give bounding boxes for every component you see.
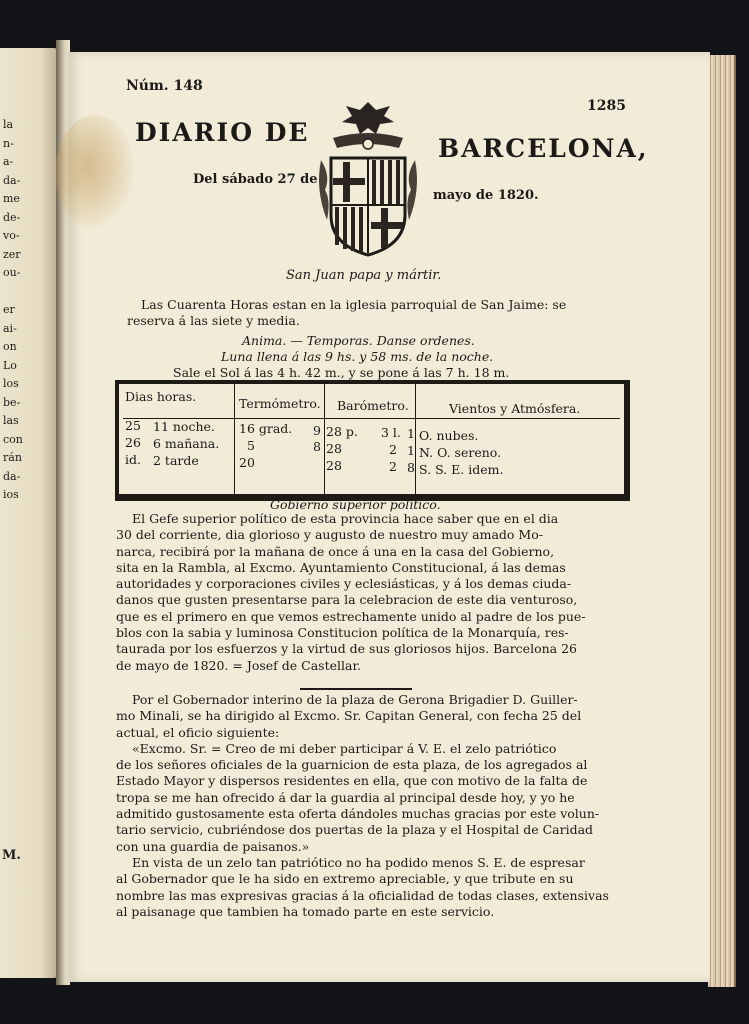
left-page-fragment: be- [3,395,21,409]
weather-row-barometer: 28 p. [326,424,358,439]
moon-line: Luna llena á las 9 hs. y 58 ms. de la noche. [221,349,494,364]
article-line: 30 del corriente, dia glorioso y augusto de nuestro muy amado Mo- [116,527,543,543]
article-line: actual, el oficio siguiente: [116,724,280,740]
left-page-fragment: las [3,414,19,427]
weather-header-barometer: Barómetro. [337,398,409,413]
weather-table [115,380,630,501]
article-line: mo Minali, se ha dirigido al Excmo. Sr. Capitan General, con fecha 25 del [116,708,582,724]
article-line: tropa se me han ofrecido á dar la guardia al principal desde hoy, y yo he [116,789,575,805]
article-line: al Gobernador que le ha sido en extremo apreciable, y que tribute en su [116,871,574,887]
left-page-fragment: ios [3,488,19,501]
left-page-fragment [3,283,23,302]
article-line: taurada por los esfuerzos y la virtud de sus gloriosos hijos. Barcelona 26 [116,641,577,657]
weather-row-thermometer: 20 [239,455,255,470]
weather-row-thermometer: 16 grad. [239,421,293,436]
article-line: Por el Gobernador interino de la plaza de Gerona Brigadier D. Guiller- [132,692,578,707]
weather-row-barometer-fraction: 1 [407,443,415,458]
weather-row-hour: 2 tarde [153,453,199,468]
left-page-fragment: a- [3,155,14,168]
left-page-fragment: da- [3,173,21,187]
weather-table-divider [324,384,325,494]
article-line: que es el primero en que vemos estrechamente unido al padre de los pue- [116,608,586,624]
section-separator [300,688,412,690]
left-page-fragments [3,116,23,505]
article-line: danos que gusten presentarse para la celebracion de este dia venturoso, [116,592,578,608]
article-line: de los señores oficiales de la guarnicion de esta plaza, de los agregados al [116,757,588,773]
article-gobierno [116,511,616,674]
page-number: 1285 [587,98,626,114]
left-page-fragment: rán [3,451,22,464]
weather-row-barometer-lines: 2 [389,459,397,474]
left-page-fragment: on [3,340,17,353]
article-line: narca, recibirá por la mañana de once á una en la casa del Gobierno, [116,543,555,559]
weather-header-winds: Vientos y Atmósfera. [449,401,581,416]
left-page-fragment: vo- [3,229,20,242]
article-line: con una guardia de paisanos.» [116,838,310,854]
article-line: nombre las mas expresivas gracias á la oficialidad de todas clases, extensivas [116,887,609,903]
left-page-fragment: la [3,118,14,131]
left-page-fragment: con [3,432,23,446]
weather-row-day: 25 [125,418,141,433]
saint-of-the-day: San Juan papa y mártir. [286,268,442,283]
section-title: Gobierno superior político. [270,497,441,512]
article-gerona [116,692,616,920]
left-page-fragment: n- [3,136,14,150]
left-page-fragment: de- [3,210,21,224]
weather-row-winds: S. S. E. idem. [419,462,504,477]
weather-row-barometer: 28 [326,458,342,473]
left-page [0,48,58,978]
left-page-fragment: er [3,303,15,316]
weather-row-barometer-fraction: 1 [407,426,415,441]
weather-row-barometer-lines: 2 [389,442,397,457]
weather-row-thermometer-fraction: 8 [313,439,321,454]
article-line: «Excmo. Sr. = Creo de mi deber participar á V. E. el zelo patriótico [132,740,557,756]
weather-row-winds: N. O. sereno. [419,445,502,460]
left-page-fragment: ou- [3,266,21,279]
weather-row-day: id. [125,452,141,467]
masthead-title-left: DIARIO DE [135,118,310,147]
notice-line-1: Las Cuarenta Horas estan en la iglesia parroquial de San Jaime: se [141,297,567,312]
paper-stain [55,115,135,230]
weather-row-hour: 6 mañana. [153,436,220,451]
weather-row-hour: 11 noche. [153,419,215,434]
barcelona-coat-of-arms-icon [313,100,423,260]
weather-row-day: 26 [125,435,141,450]
issue-number: Núm. 148 [126,78,203,94]
article-line: blos con la sabia y luminosa Constitucion política de la Monarquía, res- [116,625,569,641]
left-page-fragment: da- [3,469,21,483]
left-page-bottom-text: M. [2,848,21,863]
weather-table-divider [415,384,416,494]
article-line: El Gefe superior político de esta provincia hace saber que en el dia [132,511,559,526]
date-right: mayo de 1820. [433,188,539,203]
masthead-title-right: BARCELONA, [438,134,649,163]
sun-line: Sale el Sol á las 4 h. 42 m., y se pone á las 7 h. 18 m. [173,365,510,380]
weather-row-barometer-lines: 3 l. [381,425,401,440]
weather-row-thermometer-fraction: 9 [313,423,321,438]
left-page-fragment: me [3,192,20,205]
weather-table-divider [234,384,235,494]
weather-header-days: Dias horas. [125,389,197,404]
weather-row-winds: O. nubes. [419,428,479,443]
article-line: al paisanage que tambien ha tomado parte en este servicio. [116,903,495,919]
article-line: sita en la Rambla, al Excmo. Ayuntamiento Constitucional, á las demas [116,559,566,575]
weather-row-barometer-fraction: 8 [407,460,415,475]
weather-row-thermometer: 5 [247,438,255,453]
article-line: autoridades y corporaciones civiles y eclesiásticas, y á los demas ciuda- [116,576,572,592]
weather-header-thermometer: Termómetro. [239,396,321,411]
article-line: En vista de un zelo tan patriótico no ha podido menos S. E. de espresar [132,854,585,870]
article-line: de mayo de 1820. = Josef de Castellar. [116,657,362,673]
left-page-fragment: ai- [3,321,17,335]
article-line: admitido gustosamente esta oferta dándoles muchas gracias por este volun- [116,806,600,822]
left-page-fragment: zer [3,247,21,261]
page-edges [708,55,736,987]
date-left: Del sábado 27 de [193,172,318,187]
left-page-fragment: los [3,377,19,390]
weather-row-barometer: 28 [326,441,342,456]
article-line: tario servicio, cubriéndose dos puertas de la plaza y el Hospital de Caridad [116,822,594,838]
article-line: Estado Mayor y dispersos residentes en ella, que con motivo de la falta de [116,773,588,789]
anima-line: Anima. — Temporas. Danse ordenes. [242,333,475,348]
left-page-fragment: Lo [3,358,17,372]
notice-line-2: reserva á las siete y media. [127,313,300,328]
